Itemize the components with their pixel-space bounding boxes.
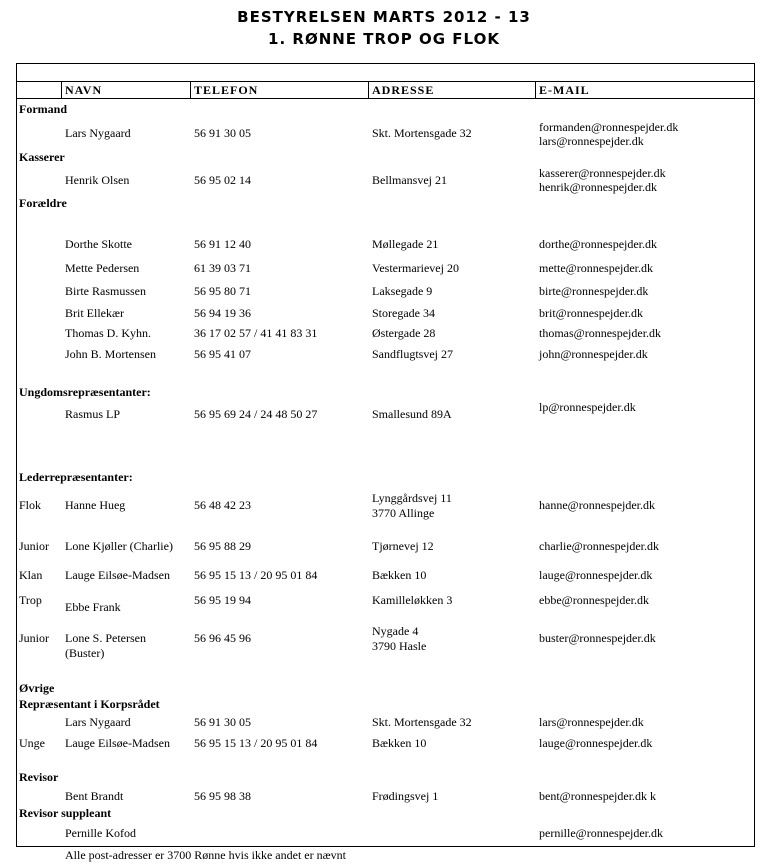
member-address: Skt. Mortensgade 32 [372, 126, 472, 140]
member-address: Smallesund 89A [372, 407, 452, 421]
column-divider [535, 81, 536, 98]
document-subtitle: 1. RØNNE TROP OG FLOK [268, 30, 500, 48]
member-email: mette@ronnespejder.dk [539, 261, 654, 275]
member-phone: 56 48 42 23 [194, 498, 251, 512]
member-address-line2: 3790 Hasle [372, 639, 427, 653]
header-telefon: TELEFON [194, 83, 259, 97]
header-adresse: ADRESSE [372, 83, 435, 97]
member-phone: 56 95 69 24 / 24 48 50 27 [194, 407, 318, 421]
member-phone: 56 95 80 71 [194, 284, 251, 298]
member-address: Lynggårdsvej 11 [372, 491, 452, 505]
member-address: Møllegade 21 [372, 237, 439, 251]
member-phone: 56 91 30 05 [194, 715, 251, 729]
member-address: Laksegade 9 [372, 284, 433, 298]
member-role: Flok [19, 498, 42, 512]
member-address-line2: 3770 Allinge [372, 506, 435, 520]
member-name: Lauge Eilsøe-Madsen [65, 568, 170, 582]
member-name: Lauge Eilsøe-Madsen [65, 736, 170, 750]
member-role: Trop [19, 593, 42, 607]
member-email: birte@ronnespejder.dk [539, 284, 649, 298]
header-navn: NAVN [65, 83, 103, 97]
member-phone: 56 96 45 96 [194, 631, 251, 645]
member-email: formanden@ronnespejder.dk [539, 120, 679, 134]
member-name: Ebbe Frank [65, 600, 121, 614]
member-name: Thomas D. Kyhn. [65, 326, 151, 340]
member-email: buster@ronnespejder.dk [539, 631, 656, 645]
member-address: Tjørnevej 12 [372, 539, 434, 553]
member-phone: 56 95 15 13 / 20 95 01 84 [194, 736, 318, 750]
member-address: Nygade 4 [372, 624, 419, 638]
member-phone: 56 95 02 14 [194, 173, 251, 187]
divider [16, 98, 755, 99]
column-divider [61, 81, 62, 98]
member-phone: 36 17 02 57 / 41 41 83 31 [194, 326, 318, 340]
section-ovrige: Øvrige [19, 681, 55, 695]
member-email: dorthe@ronnespejder.dk [539, 237, 658, 251]
member-name-line2: (Buster) [65, 646, 105, 660]
member-phone: 56 94 19 36 [194, 306, 251, 320]
member-address: Østergade 28 [372, 326, 436, 340]
section-revisor: Revisor [19, 770, 59, 784]
member-name: John B. Mortensen [65, 347, 156, 361]
member-email: bent@ronnespejder.dk k [539, 789, 657, 803]
member-name: Hanne Hueg [65, 498, 126, 512]
member-email: lauge@ronnespejder.dk [539, 736, 653, 750]
member-name: Pernille Kofod [65, 826, 136, 840]
section-kasserer: Kasserer [19, 150, 65, 164]
member-name: Lars Nygaard [65, 715, 131, 729]
member-name: Lone Kjøller (Charlie) [65, 539, 173, 553]
member-phone: 56 91 30 05 [194, 126, 251, 140]
member-phone: 56 95 88 29 [194, 539, 251, 553]
document-title: BESTYRELSEN MARTS 2012 - 13 [237, 8, 531, 26]
header-email: E-MAIL [539, 83, 590, 97]
member-name: Lone S. Petersen [65, 631, 146, 645]
section-leder: Lederrepræsentanter: [19, 470, 133, 484]
member-address: Bækken 10 [372, 736, 427, 750]
member-phone: 56 91 12 40 [194, 237, 251, 251]
member-address: Vestermarievej 20 [372, 261, 459, 275]
member-email: lauge@ronnespejder.dk [539, 568, 653, 582]
member-email: lars@ronnespejder.dk [539, 134, 644, 148]
member-name: Bent Brandt [65, 789, 124, 803]
footer-note: Alle post-adresser er 3700 Rønne hvis ikke andet er nævnt [65, 848, 346, 862]
section-formand: Formand [19, 102, 67, 116]
member-phone: 56 95 15 13 / 20 95 01 84 [194, 568, 318, 582]
member-address: Bækken 10 [372, 568, 427, 582]
member-role: Unge [19, 736, 45, 750]
member-phone: 61 39 03 71 [194, 261, 251, 275]
member-email: hanne@ronnespejder.dk [539, 498, 656, 512]
member-name: Brit Ellekær [65, 306, 124, 320]
member-email: lars@ronnespejder.dk [539, 715, 644, 729]
member-address: Kamilleløkken 3 [372, 593, 453, 607]
member-name: Birte Rasmussen [65, 284, 146, 298]
section-korpsraad: Repræsentant i Korpsrådet [19, 697, 160, 711]
member-name: Henrik Olsen [65, 173, 130, 187]
column-divider [190, 81, 191, 98]
member-phone: 56 95 98 38 [194, 789, 251, 803]
member-email: brit@ronnespejder.dk [539, 306, 644, 320]
member-email: kasserer@ronnespejder.dk [539, 166, 666, 180]
member-email: henrik@ronnespejder.dk [539, 180, 658, 194]
member-email: john@ronnespejder.dk [539, 347, 648, 361]
member-role: Junior [19, 631, 49, 645]
member-email: ebbe@ronnespejder.dk [539, 593, 650, 607]
column-divider [368, 81, 369, 98]
member-phone: 56 95 19 94 [194, 593, 251, 607]
section-revisor-suppleant: Revisor suppleant [19, 806, 112, 820]
member-email: thomas@ronnespejder.dk [539, 326, 662, 340]
member-address: Sandflugtsvej 27 [372, 347, 453, 361]
member-role: Junior [19, 539, 49, 553]
divider [16, 81, 755, 82]
member-phone: 56 95 41 07 [194, 347, 251, 361]
member-name: Rasmus LP [65, 407, 121, 421]
member-email: pernille@ronnespejder.dk [539, 826, 664, 840]
member-name: Lars Nygaard [65, 126, 131, 140]
member-role: Klan [19, 568, 43, 582]
member-address: Frødingsvej 1 [372, 789, 439, 803]
section-ungdom: Ungdomsrepræsentanter: [19, 385, 151, 399]
member-email: charlie@ronnespejder.dk [539, 539, 660, 553]
member-address: Storegade 34 [372, 306, 435, 320]
member-address: Bellmansvej 21 [372, 173, 447, 187]
section-foraeldre: Forældre [19, 196, 67, 210]
member-name: Mette Pedersen [65, 261, 140, 275]
member-address: Skt. Mortensgade 32 [372, 715, 472, 729]
member-name: Dorthe Skotte [65, 237, 132, 251]
member-email: lp@ronnespejder.dk [539, 400, 636, 414]
